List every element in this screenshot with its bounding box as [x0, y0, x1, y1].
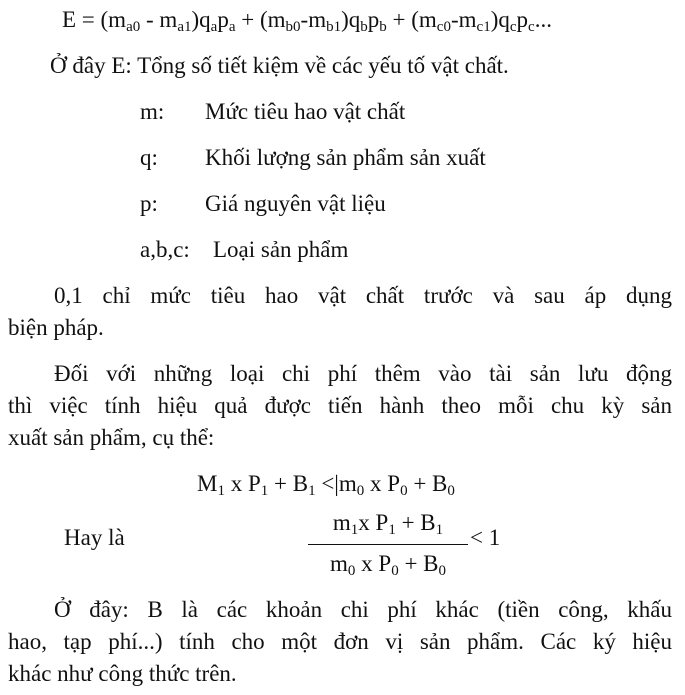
- paragraph-cost-line3: xuất sản phẩm, cụ thể:: [8, 425, 215, 450]
- formula-text: p: [516, 7, 529, 32]
- formula-text: + B: [395, 510, 436, 535]
- formula-sub: b0: [285, 19, 301, 35]
- paragraph-01-line2: biện pháp.: [8, 315, 104, 340]
- formula-text: + B: [407, 471, 448, 496]
- formula-sub: 1: [435, 522, 444, 538]
- paragraph-b-line3: khác như công thức trên.: [8, 661, 237, 686]
- fraction-denominator: [308, 549, 468, 579]
- paragraph-b-line2: hao, tạp phí...) tính cho một đơn vị sản phẩm. Các ký hiệu: [8, 629, 672, 654]
- inequality-formula: [197, 470, 455, 498]
- formula-e: [62, 6, 552, 34]
- fraction-numerator: [308, 508, 468, 538]
- formula-sub: a1: [177, 19, 192, 35]
- formula-sub: 1: [388, 522, 396, 538]
- formula-text: p: [217, 7, 229, 32]
- definition-p-symbol: p:: [140, 191, 158, 216]
- formula-text: + (m: [386, 7, 437, 32]
- formula-text: + B: [268, 471, 309, 496]
- definition-p-text: Giá nguyên vật liệu: [205, 191, 386, 216]
- formula-sub: b1: [326, 19, 342, 35]
- paragraph-cost-line2: thì việc tính hiệu quả được tiến hành theo mỗi chu kỳ sản: [8, 393, 672, 418]
- formula-sub: 0: [438, 563, 446, 579]
- definition-q-symbol: q:: [140, 145, 158, 170]
- hay-la-label: Hay là: [64, 525, 125, 550]
- definition-m-symbol: m:: [140, 99, 165, 124]
- formula-sub: b: [379, 19, 387, 35]
- formula-sub: a: [210, 19, 218, 35]
- definition-q-text: Khối lượng sản phẩm sản xuất: [205, 145, 486, 170]
- formula-text: x P: [358, 510, 389, 535]
- fraction-rhs: < 1: [470, 525, 501, 550]
- definition-abc-symbol: a,b,c:: [140, 237, 190, 262]
- definitions-intro: Ở đây E: Tổng số tiết kiệm về các yếu tố vật chất.: [50, 53, 509, 78]
- definition-abc-text: Loại sản phẩm: [213, 237, 349, 262]
- formula-sub: 1: [260, 483, 269, 499]
- paragraph-b-line1: Ở đây: B là các khoản chi phí khác (tiền công, khấu: [54, 597, 672, 622]
- formula-text: )q: [490, 7, 510, 32]
- formula-sub: 0: [356, 483, 365, 499]
- formula-sub: 0: [391, 563, 399, 579]
- formula-sub: 0: [400, 483, 408, 499]
- formula-text: M: [197, 471, 218, 496]
- formula-text: )q: [191, 7, 211, 32]
- formula-text: - m: [140, 7, 178, 32]
- formula-sub: c: [509, 19, 517, 35]
- formula-sub: a0: [126, 19, 141, 35]
- paragraph-01-line1: 0,1 chỉ mức tiêu hao vật chất trước và sau áp dụng: [54, 283, 672, 308]
- paragraph-cost-line1: Đối với những loại chi phí thêm vào tài sản lưu động: [54, 361, 672, 386]
- formula-text: ...: [534, 7, 552, 32]
- formula-text: -m: [450, 7, 477, 32]
- formula-text: <|m: [315, 471, 357, 496]
- formula-text: + B: [398, 551, 439, 576]
- formula-text: m: [332, 510, 351, 535]
- formula-sub: 1: [308, 483, 316, 499]
- definition-m-text: Mức tiêu hao vật chất: [205, 99, 406, 124]
- formula-sub: 0: [347, 563, 356, 579]
- formula-text: x P: [364, 471, 401, 496]
- formula-text: x P: [355, 551, 392, 576]
- formula-text: E = (m: [62, 7, 127, 32]
- formula-sub: b: [360, 19, 368, 35]
- formula-text: -m: [300, 7, 327, 32]
- formula-sub: c: [528, 19, 535, 35]
- formula-text: + (m: [235, 7, 286, 32]
- formula-text: p: [367, 7, 380, 32]
- fraction-bar: [308, 544, 468, 545]
- formula-text: )q: [341, 7, 361, 32]
- formula-sub: c1: [476, 19, 491, 35]
- formula-text: x P: [224, 471, 261, 496]
- formula-sub: 1: [350, 522, 359, 538]
- formula-sub: a: [228, 19, 236, 35]
- formula-sub: 0: [447, 483, 455, 499]
- formula-sub: c0: [436, 19, 451, 35]
- formula-sub: 1: [217, 483, 225, 499]
- ratio-fraction: [308, 508, 468, 579]
- formula-text: m: [330, 551, 348, 576]
